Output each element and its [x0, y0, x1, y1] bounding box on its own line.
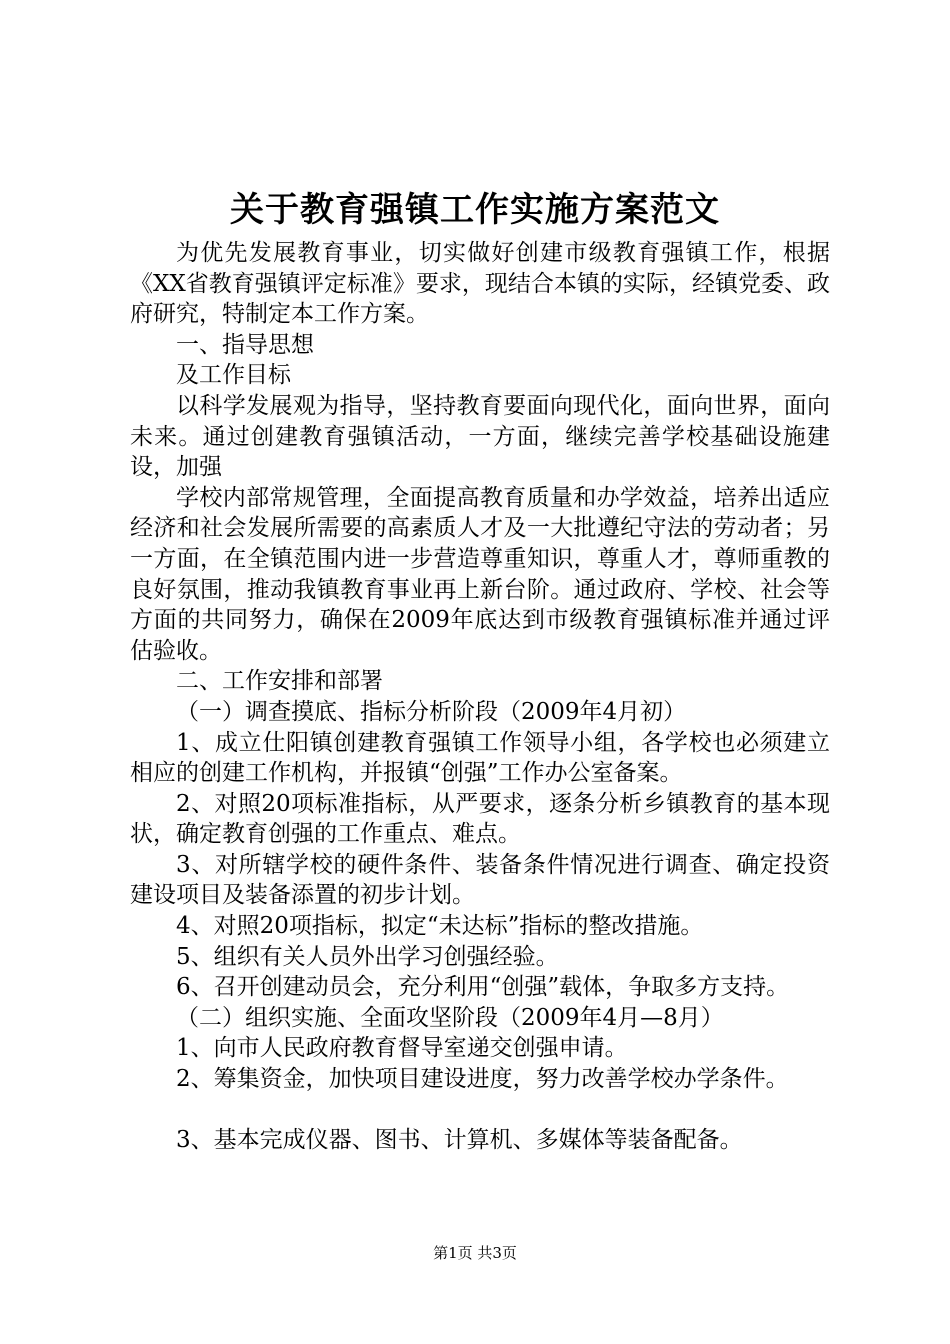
section-heading: 一、指导思想: [176, 331, 314, 358]
document-title: 关于教育强镇工作实施方案范文: [230, 190, 720, 230]
list-item: 4、对照20项指标，拟定“未达标”指标的整改措施。: [176, 913, 704, 940]
page-footer: 第1页 共3页: [433, 1244, 517, 1262]
subsection-heading: （二）组织实施、全面攻坚阶段（2009年4月—8月）: [176, 1004, 724, 1031]
section-heading: 二、工作安排和部署: [176, 668, 383, 695]
list-item: 6、召开创建动员会，充分利用“创强”载体，争取多方支持。: [176, 974, 790, 1001]
paragraph: 以科学发展观为指导，坚持教育要面向现代化，面向世界，面向未来。通过创建教育强镇活动，一方面，继续完善学校基础设施建设，加强: [130, 392, 830, 481]
paragraph: 学校内部常规管理，全面提高教育质量和办学效益，培养出适应经济和社会发展所需要的高素质人才及一大批遵纪守法的劳动者；另一方面，在全镇范围内进一步营造尊重知识，尊重人才，尊师重教的良好氛围，推动我镇教育事业再上新台阶。通过政府、学校、社会等方面的共同努力，确保在2009年底达到市级教育强镇标准并通过评估验收。: [130, 484, 830, 664]
list-item: 1、成立仕阳镇创建教育强镇工作领导小组，各学校也必须建立相应的创建工作机构，并报镇“创强”工作办公室备案。: [130, 729, 830, 787]
paragraph: 为优先发展教育事业，切实做好创建市级教育强镇工作，根据《XX省教育强镇评定标准》要求，现结合本镇的实际，经镇党委、政府研究，特制定本工作方案。: [130, 240, 830, 328]
list-item: 3、基本完成仪器、图书、计算机、多媒体等装备配备。: [176, 1126, 743, 1153]
list-item: 2、筹集资金，加快项目建设进度，努力改善学校办学条件。: [176, 1066, 789, 1093]
document-body: [130, 238, 830, 1155]
list-item: 1、向市人民政府教育督导室递交创强申请。: [176, 1035, 628, 1062]
section-heading-continued: 及工作目标: [176, 362, 291, 389]
subsection-heading: （一）调查摸底、指标分析阶段（2009年4月初）: [176, 698, 687, 725]
list-item: 3、对所辖学校的硬件条件、装备条件情况进行调查、确定投资建设项目及装备添置的初步计划。: [130, 851, 830, 909]
list-item: 2、对照20项标准指标，从严要求，逐条分析乡镇教育的基本现状，确定教育创强的工作重点、难点。: [130, 790, 830, 848]
list-item: 5、组织有关人员外出学习创强经验。: [176, 943, 559, 970]
